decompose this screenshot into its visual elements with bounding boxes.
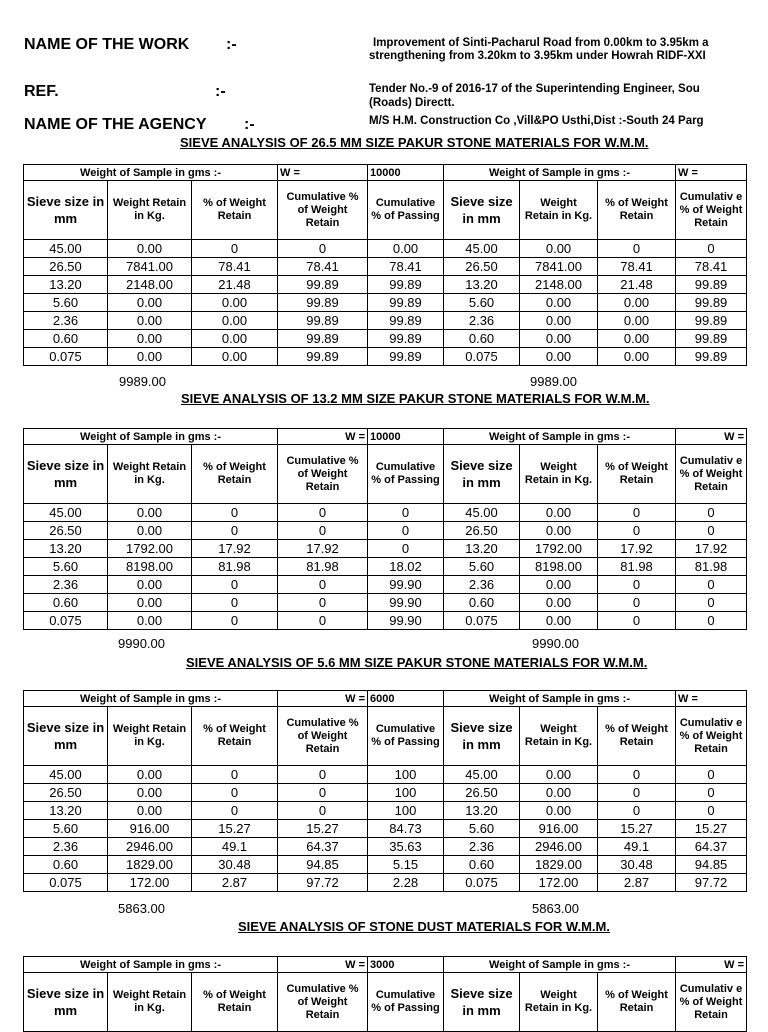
cell-cumulative-retain-right: 15.27 — [676, 820, 747, 838]
cell-sieve-size: 5.60 — [24, 294, 108, 312]
table-row — [24, 312, 747, 330]
cell-sieve-size: 26.50 — [24, 258, 108, 276]
cell-pct-weight-retain-right: 0 — [598, 576, 676, 594]
cell-weight-retain: 0.00 — [108, 312, 192, 330]
cell-cumulative-retain: 0 — [278, 240, 368, 258]
cell-sieve-size-right: 0.60 — [444, 594, 520, 612]
column-header-cumulative-retain: Cumulative % of Weight Retain — [278, 707, 368, 766]
table-row — [24, 240, 747, 258]
column-header-sieve-size-right: Sieve size in mm — [444, 181, 520, 240]
cell-cumulative-retain: 99.89 — [278, 330, 368, 348]
cell-cumulative-retain-right: 0 — [676, 612, 747, 630]
column-header-weight-retain: Weight Retain in Kg. — [108, 973, 192, 1032]
cell-cumulative-passing: 0 — [368, 522, 444, 540]
cell-cumulative-retain: 0 — [278, 612, 368, 630]
column-header-sieve-size-right: Sieve size in mm — [444, 707, 520, 766]
work-line-2: strengthening from 3.20km to 3.95km under Howrah RIDF-XXI — [369, 50, 706, 62]
section-title-stone-dust: SIEVE ANALYSIS OF STONE DUST MATERIALS FOR W.M.M. — [238, 919, 610, 934]
column-header-weight-retain: Weight Retain in Kg. — [108, 181, 192, 240]
cell-sieve-size-right: 13.20 — [444, 276, 520, 294]
cell-cumulative-retain: 99.89 — [278, 348, 368, 366]
sieve-table-26-5mm — [23, 164, 747, 366]
cell-cumulative-retain-right: 99.89 — [676, 312, 747, 330]
column-header-cumulative-passing: Cumulative % of Passing — [368, 707, 444, 766]
cell-sieve-size-right: 0.60 — [444, 856, 520, 874]
cell-sieve-size: 2.36 — [24, 838, 108, 856]
cell-pct-weight-retain: 0 — [192, 240, 278, 258]
cell-cumulative-retain: 0 — [278, 802, 368, 820]
column-header-cumulative-retain-right: Cumulativ e % of Weight Retain — [676, 181, 747, 240]
cell-pct-weight-retain: 49.1 — [192, 838, 278, 856]
weight-sample-label-right: Weight of Sample in gms :- — [444, 429, 676, 445]
total-weight-left: 9990.00 — [118, 636, 165, 651]
cell-sieve-size-right: 0.075 — [444, 612, 520, 630]
cell-pct-weight-retain-right: 0.00 — [598, 312, 676, 330]
cell-weight-retain: 172.00 — [108, 874, 192, 892]
cell-sieve-size-right: 5.60 — [444, 558, 520, 576]
cell-cumulative-passing: 99.89 — [368, 330, 444, 348]
weight-sample-label: Weight of Sample in gms :- — [24, 429, 278, 445]
cell-sieve-size-right: 13.20 — [444, 540, 520, 558]
cell-cumulative-retain-right: 94.85 — [676, 856, 747, 874]
cell-pct-weight-retain: 30.48 — [192, 856, 278, 874]
cell-cumulative-passing: 99.89 — [368, 312, 444, 330]
cell-weight-retain-right: 0.00 — [520, 576, 598, 594]
cell-sieve-size: 45.00 — [24, 504, 108, 522]
cell-cumulative-retain: 81.98 — [278, 558, 368, 576]
cell-weight-retain-right: 7841.00 — [520, 258, 598, 276]
cell-weight-retain: 1829.00 — [108, 856, 192, 874]
cell-sieve-size-right: 0.60 — [444, 330, 520, 348]
table-row — [24, 576, 747, 594]
cell-cumulative-retain: 0 — [278, 504, 368, 522]
column-header-weight-retain-right: Weight Retain in Kg. — [520, 707, 598, 766]
table-row — [24, 838, 747, 856]
weight-eq-label-right: W = — [676, 957, 747, 973]
cell-sieve-size-right: 2.36 — [444, 838, 520, 856]
column-header-sieve-size: Sieve size in mm — [24, 181, 108, 240]
table-row — [24, 874, 747, 892]
cell-weight-retain: 0.00 — [108, 240, 192, 258]
table-row — [24, 294, 747, 312]
cell-cumulative-retain-right: 0 — [676, 576, 747, 594]
table-row — [24, 594, 747, 612]
column-header-sieve-size: Sieve size in mm — [24, 707, 108, 766]
work-separator: :- — [226, 36, 237, 53]
table-row — [24, 612, 747, 630]
column-header-pct-weight-retain-right: % of Weight Retain — [598, 707, 676, 766]
table-row — [24, 784, 747, 802]
cell-cumulative-passing: 2.28 — [368, 874, 444, 892]
weight-eq-label: W = — [278, 957, 368, 973]
cell-cumulative-retain-right: 0 — [676, 240, 747, 258]
cell-cumulative-passing: 100 — [368, 784, 444, 802]
cell-pct-weight-retain: 0.00 — [192, 294, 278, 312]
column-header-pct-weight-retain: % of Weight Retain — [192, 973, 278, 1032]
cell-pct-weight-retain: 0.00 — [192, 348, 278, 366]
cell-pct-weight-retain: 0.00 — [192, 312, 278, 330]
cell-cumulative-passing: 18.02 — [368, 558, 444, 576]
weight-sample-value: 10000 — [368, 165, 444, 181]
cell-cumulative-retain-right: 64.37 — [676, 838, 747, 856]
cell-cumulative-retain-right: 99.89 — [676, 348, 747, 366]
cell-weight-retain-right: 0.00 — [520, 294, 598, 312]
cell-cumulative-retain: 0 — [278, 784, 368, 802]
cell-weight-retain-right: 0.00 — [520, 312, 598, 330]
cell-cumulative-passing: 99.90 — [368, 612, 444, 630]
cell-weight-retain-right: 0.00 — [520, 766, 598, 784]
cell-cumulative-retain: 64.37 — [278, 838, 368, 856]
cell-cumulative-retain: 0 — [278, 576, 368, 594]
weight-eq-label-right: W = — [676, 691, 747, 707]
cell-sieve-size-right: 45.00 — [444, 504, 520, 522]
cell-pct-weight-retain-right: 2.87 — [598, 874, 676, 892]
cell-pct-weight-retain-right: 0 — [598, 766, 676, 784]
weight-sample-label-right: Weight of Sample in gms :- — [444, 165, 676, 181]
cell-sieve-size: 13.20 — [24, 540, 108, 558]
weight-eq-label: W = — [278, 165, 368, 181]
weight-sample-label-right: Weight of Sample in gms :- — [444, 957, 676, 973]
cell-cumulative-passing: 100 — [368, 802, 444, 820]
cell-pct-weight-retain-right: 0.00 — [598, 348, 676, 366]
sieve-table-stone-dust — [23, 956, 747, 1032]
cell-pct-weight-retain: 21.48 — [192, 276, 278, 294]
cell-pct-weight-retain-right: 15.27 — [598, 820, 676, 838]
cell-cumulative-retain-right: 0 — [676, 784, 747, 802]
column-header-cumulative-passing: Cumulative % of Passing — [368, 181, 444, 240]
weight-sample-label: Weight of Sample in gms :- — [24, 691, 278, 707]
cell-weight-retain: 0.00 — [108, 294, 192, 312]
cell-cumulative-retain-right: 0 — [676, 504, 747, 522]
cell-pct-weight-retain: 0 — [192, 802, 278, 820]
cell-pct-weight-retain: 0 — [192, 594, 278, 612]
weight-eq-label: W = — [278, 429, 368, 445]
cell-weight-retain-right: 0.00 — [520, 504, 598, 522]
column-header-sieve-size-right: Sieve size in mm — [444, 445, 520, 504]
table-row — [24, 522, 747, 540]
cell-weight-retain: 1792.00 — [108, 540, 192, 558]
cell-weight-retain: 0.00 — [108, 504, 192, 522]
cell-pct-weight-retain-right: 0 — [598, 594, 676, 612]
table-row — [24, 558, 747, 576]
cell-cumulative-retain-right: 0 — [676, 766, 747, 784]
cell-sieve-size-right: 45.00 — [444, 240, 520, 258]
column-header-weight-retain-right: Weight Retain in Kg. — [520, 445, 598, 504]
cell-pct-weight-retain: 0 — [192, 504, 278, 522]
cell-cumulative-retain-right: 0 — [676, 802, 747, 820]
weight-eq-label: W = — [278, 691, 368, 707]
cell-cumulative-passing: 84.73 — [368, 820, 444, 838]
agency-line-1: M/S H.M. Construction Co ,Vill&PO Usthi,Dist :-South 24 Parg — [369, 115, 704, 127]
column-header-sieve-size: Sieve size in mm — [24, 445, 108, 504]
total-weight-right: 5863.00 — [532, 901, 579, 916]
cell-weight-retain-right: 172.00 — [520, 874, 598, 892]
weight-sample-value: 3000 — [368, 957, 444, 973]
cell-cumulative-retain: 94.85 — [278, 856, 368, 874]
cell-sieve-size: 45.00 — [24, 766, 108, 784]
cell-cumulative-passing: 99.89 — [368, 276, 444, 294]
cell-cumulative-retain: 78.41 — [278, 258, 368, 276]
cell-cumulative-passing: 0 — [368, 504, 444, 522]
cell-sieve-size: 26.50 — [24, 522, 108, 540]
cell-pct-weight-retain-right: 0 — [598, 784, 676, 802]
total-weight-right: 9990.00 — [532, 636, 579, 651]
table-row — [24, 276, 747, 294]
cell-cumulative-passing: 100 — [368, 766, 444, 784]
column-header-pct-weight-retain: % of Weight Retain — [192, 181, 278, 240]
cell-cumulative-retain-right: 0 — [676, 594, 747, 612]
cell-weight-retain-right: 1792.00 — [520, 540, 598, 558]
column-header-pct-weight-retain-right: % of Weight Retain — [598, 181, 676, 240]
cell-sieve-size-right: 0.075 — [444, 874, 520, 892]
cell-sieve-size: 0.075 — [24, 348, 108, 366]
cell-pct-weight-retain-right: 0.00 — [598, 330, 676, 348]
agency-separator: :- — [244, 116, 255, 133]
column-header-pct-weight-retain: % of Weight Retain — [192, 707, 278, 766]
column-header-cumulative-passing: Cumulative % of Passing — [368, 973, 444, 1032]
column-header-cumulative-retain: Cumulative % of Weight Retain — [278, 445, 368, 504]
cell-pct-weight-retain-right: 30.48 — [598, 856, 676, 874]
cell-sieve-size: 2.36 — [24, 312, 108, 330]
section-title-26-5mm: SIEVE ANALYSIS OF 26.5 MM SIZE PAKUR STONE MATERIALS FOR W.M.M. — [180, 135, 649, 150]
table-row — [24, 504, 747, 522]
ref-line-1: Tender No.-9 of 2016-17 of the Superintending Engineer, Sou — [369, 83, 700, 95]
column-header-weight-retain-right: Weight Retain in Kg. — [520, 973, 598, 1032]
section-title-13-2mm: SIEVE ANALYSIS OF 13.2 MM SIZE PAKUR STONE MATERIALS FOR W.M.M. — [181, 391, 650, 406]
cell-weight-retain: 8198.00 — [108, 558, 192, 576]
cell-pct-weight-retain: 2.87 — [192, 874, 278, 892]
ref-label: REF. — [24, 83, 59, 100]
cell-sieve-size-right: 26.50 — [444, 522, 520, 540]
cell-cumulative-retain: 97.72 — [278, 874, 368, 892]
ref-separator: :- — [215, 83, 226, 100]
cell-weight-retain: 0.00 — [108, 576, 192, 594]
column-header-cumulative-retain-right: Cumulativ e % of Weight Retain — [676, 973, 747, 1032]
cell-weight-retain: 0.00 — [108, 522, 192, 540]
cell-weight-retain: 7841.00 — [108, 258, 192, 276]
section-title-5-6mm: SIEVE ANALYSIS OF 5.6 MM SIZE PAKUR STONE MATERIALS FOR W.M.M. — [186, 655, 648, 670]
column-header-weight-retain-right: Weight Retain in Kg. — [520, 181, 598, 240]
column-header-cumulative-retain-right: Cumulativ e % of Weight Retain — [676, 445, 747, 504]
cell-weight-retain-right: 0.00 — [520, 784, 598, 802]
column-header-cumulative-retain: Cumulative % of Weight Retain — [278, 181, 368, 240]
cell-pct-weight-retain: 15.27 — [192, 820, 278, 838]
weight-sample-value: 6000 — [368, 691, 444, 707]
cell-sieve-size-right: 45.00 — [444, 766, 520, 784]
cell-cumulative-retain: 0 — [278, 766, 368, 784]
cell-weight-retain-right: 0.00 — [520, 240, 598, 258]
cell-cumulative-retain: 99.89 — [278, 276, 368, 294]
cell-pct-weight-retain: 0 — [192, 784, 278, 802]
cell-pct-weight-retain: 0 — [192, 522, 278, 540]
cell-weight-retain: 0.00 — [108, 348, 192, 366]
cell-pct-weight-retain-right: 0 — [598, 612, 676, 630]
cell-sieve-size: 0.075 — [24, 612, 108, 630]
cell-cumulative-passing: 5.15 — [368, 856, 444, 874]
cell-cumulative-retain-right: 99.89 — [676, 276, 747, 294]
table-row — [24, 802, 747, 820]
cell-weight-retain: 0.00 — [108, 766, 192, 784]
cell-sieve-size-right: 26.50 — [444, 258, 520, 276]
table-row — [24, 766, 747, 784]
cell-cumulative-retain-right: 99.89 — [676, 330, 747, 348]
weight-sample-label: Weight of Sample in gms :- — [24, 165, 278, 181]
column-header-weight-retain: Weight Retain in Kg. — [108, 445, 192, 504]
column-header-sieve-size: Sieve size in mm — [24, 973, 108, 1032]
cell-pct-weight-retain-right: 0 — [598, 802, 676, 820]
cell-weight-retain: 0.00 — [108, 330, 192, 348]
cell-pct-weight-retain-right: 0 — [598, 240, 676, 258]
weight-sample-value: 10000 — [368, 429, 444, 445]
table-row — [24, 856, 747, 874]
weight-eq-label-right: W = — [676, 429, 747, 445]
table-row — [24, 330, 747, 348]
cell-sieve-size-right: 0.075 — [444, 348, 520, 366]
cell-cumulative-passing: 35.63 — [368, 838, 444, 856]
cell-cumulative-retain: 0 — [278, 522, 368, 540]
cell-cumulative-passing: 0.00 — [368, 240, 444, 258]
sieve-table-13-2mm — [23, 428, 747, 630]
cell-sieve-size-right: 2.36 — [444, 576, 520, 594]
cell-sieve-size: 26.50 — [24, 784, 108, 802]
cell-weight-retain-right: 916.00 — [520, 820, 598, 838]
cell-weight-retain: 2946.00 — [108, 838, 192, 856]
cell-sieve-size-right: 13.20 — [444, 802, 520, 820]
cell-sieve-size: 5.60 — [24, 820, 108, 838]
cell-pct-weight-retain-right: 81.98 — [598, 558, 676, 576]
cell-sieve-size: 13.20 — [24, 802, 108, 820]
cell-weight-retain-right: 0.00 — [520, 612, 598, 630]
cell-sieve-size: 0.075 — [24, 874, 108, 892]
cell-sieve-size-right: 5.60 — [444, 294, 520, 312]
cell-weight-retain: 916.00 — [108, 820, 192, 838]
cell-pct-weight-retain-right: 0 — [598, 522, 676, 540]
cell-pct-weight-retain-right: 0 — [598, 504, 676, 522]
cell-sieve-size: 0.60 — [24, 594, 108, 612]
cell-sieve-size: 5.60 — [24, 558, 108, 576]
cell-cumulative-retain-right: 17.92 — [676, 540, 747, 558]
column-header-cumulative-retain: Cumulative % of Weight Retain — [278, 973, 368, 1032]
cell-pct-weight-retain-right: 78.41 — [598, 258, 676, 276]
cell-sieve-size: 45.00 — [24, 240, 108, 258]
cell-weight-retain: 0.00 — [108, 784, 192, 802]
cell-weight-retain-right: 0.00 — [520, 522, 598, 540]
total-weight-right: 9989.00 — [530, 374, 577, 389]
cell-pct-weight-retain: 81.98 — [192, 558, 278, 576]
work-label: NAME OF THE WORK — [24, 36, 190, 53]
cell-pct-weight-retain-right: 49.1 — [598, 838, 676, 856]
cell-weight-retain-right: 1829.00 — [520, 856, 598, 874]
column-header-pct-weight-retain-right: % of Weight Retain — [598, 445, 676, 504]
cell-pct-weight-retain-right: 0.00 — [598, 294, 676, 312]
cell-pct-weight-retain: 17.92 — [192, 540, 278, 558]
table-row — [24, 258, 747, 276]
cell-cumulative-passing: 99.90 — [368, 594, 444, 612]
cell-weight-retain-right: 0.00 — [520, 348, 598, 366]
cell-cumulative-passing: 99.89 — [368, 348, 444, 366]
column-header-sieve-size-right: Sieve size in mm — [444, 973, 520, 1032]
total-weight-left: 5863.00 — [118, 901, 165, 916]
cell-sieve-size-right: 2.36 — [444, 312, 520, 330]
cell-weight-retain: 0.00 — [108, 612, 192, 630]
cell-sieve-size-right: 5.60 — [444, 820, 520, 838]
cell-sieve-size: 13.20 — [24, 276, 108, 294]
weight-sample-label: Weight of Sample in gms :- — [24, 957, 278, 973]
total-weight-left: 9989.00 — [119, 374, 166, 389]
cell-cumulative-passing: 99.90 — [368, 576, 444, 594]
cell-cumulative-passing: 78.41 — [368, 258, 444, 276]
cell-cumulative-retain-right: 81.98 — [676, 558, 747, 576]
table-row — [24, 820, 747, 838]
cell-cumulative-retain: 15.27 — [278, 820, 368, 838]
cell-pct-weight-retain: 0 — [192, 766, 278, 784]
cell-weight-retain-right: 0.00 — [520, 594, 598, 612]
work-line-1: Improvement of Sinti-Pacharul Road from 0.00km to 3.95km a — [373, 37, 709, 49]
cell-cumulative-retain: 17.92 — [278, 540, 368, 558]
cell-sieve-size: 2.36 — [24, 576, 108, 594]
cell-weight-retain-right: 0.00 — [520, 330, 598, 348]
cell-cumulative-retain: 99.89 — [278, 312, 368, 330]
cell-cumulative-retain-right: 97.72 — [676, 874, 747, 892]
cell-pct-weight-retain: 0 — [192, 612, 278, 630]
cell-cumulative-retain-right: 78.41 — [676, 258, 747, 276]
weight-sample-label-right: Weight of Sample in gms :- — [444, 691, 676, 707]
cell-sieve-size: 0.60 — [24, 330, 108, 348]
cell-weight-retain: 2148.00 — [108, 276, 192, 294]
cell-sieve-size-right: 26.50 — [444, 784, 520, 802]
cell-weight-retain-right: 2148.00 — [520, 276, 598, 294]
cell-weight-retain-right: 8198.00 — [520, 558, 598, 576]
table-row — [24, 540, 747, 558]
weight-eq-label-right: W = — [676, 165, 747, 181]
cell-weight-retain-right: 2946.00 — [520, 838, 598, 856]
column-header-cumulative-retain-right: Cumulativ e % of Weight Retain — [676, 707, 747, 766]
cell-cumulative-retain: 99.89 — [278, 294, 368, 312]
cell-cumulative-passing: 99.89 — [368, 294, 444, 312]
cell-pct-weight-retain: 78.41 — [192, 258, 278, 276]
cell-pct-weight-retain: 0 — [192, 576, 278, 594]
cell-weight-retain: 0.00 — [108, 802, 192, 820]
agency-label: NAME OF THE AGENCY — [24, 116, 207, 133]
cell-cumulative-retain-right: 0 — [676, 522, 747, 540]
cell-weight-retain: 0.00 — [108, 594, 192, 612]
cell-pct-weight-retain: 0.00 — [192, 330, 278, 348]
cell-cumulative-retain: 0 — [278, 594, 368, 612]
cell-cumulative-retain-right: 99.89 — [676, 294, 747, 312]
sieve-table-5-6mm — [23, 690, 747, 892]
cell-sieve-size: 0.60 — [24, 856, 108, 874]
cell-pct-weight-retain-right: 17.92 — [598, 540, 676, 558]
cell-weight-retain-right: 0.00 — [520, 802, 598, 820]
table-row — [24, 348, 747, 366]
cell-cumulative-passing: 0 — [368, 540, 444, 558]
column-header-pct-weight-retain-right: % of Weight Retain — [598, 973, 676, 1032]
cell-pct-weight-retain-right: 21.48 — [598, 276, 676, 294]
column-header-cumulative-passing: Cumulative % of Passing — [368, 445, 444, 504]
ref-line-2: (Roads) Directt. — [369, 97, 455, 109]
column-header-pct-weight-retain: % of Weight Retain — [192, 445, 278, 504]
column-header-weight-retain: Weight Retain in Kg. — [108, 707, 192, 766]
